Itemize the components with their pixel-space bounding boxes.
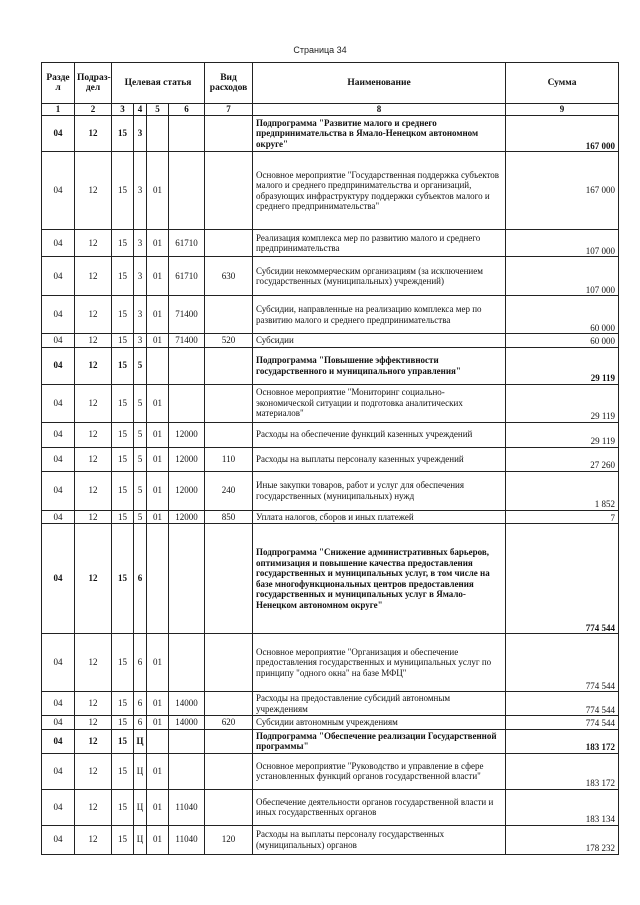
subprogram-code-cell: 3: [134, 257, 147, 296]
direction-code-cell: [169, 729, 205, 753]
expense-type-cell: [205, 524, 253, 634]
subsection-code-cell: 12: [75, 692, 112, 716]
program-code-cell: 15: [112, 524, 134, 634]
column-number-row: [42, 104, 619, 116]
sum-cell: 774 544: [506, 524, 619, 634]
subsection-code-cell: 12: [75, 347, 112, 384]
subsection-code-cell: 12: [75, 296, 112, 334]
expense-type-cell: 120: [205, 825, 253, 854]
subsection-code-cell: 12: [75, 447, 112, 471]
subprogram-code-cell: 6: [134, 716, 147, 730]
sum-cell: 107 000: [506, 230, 619, 257]
section-code-cell: 04: [42, 384, 75, 422]
direction-code-cell: [169, 116, 205, 152]
subsection-code-cell: 12: [75, 384, 112, 422]
table-row: [42, 729, 619, 753]
name-cell: Обеспечение деятельности органов государственной власти и иных государственных органов: [253, 789, 506, 825]
measure-code-cell: 01: [147, 510, 169, 524]
program-code-cell: 15: [112, 692, 134, 716]
direction-code-cell: 12000: [169, 422, 205, 447]
program-code-cell: 15: [112, 789, 134, 825]
table-row: [42, 152, 619, 230]
table-row: [42, 634, 619, 692]
sum-cell: 27 260: [506, 447, 619, 471]
subsection-code-cell: 12: [75, 524, 112, 634]
section-code-cell: 04: [42, 510, 75, 524]
measure-code-cell: 01: [147, 230, 169, 257]
direction-code-cell: 61710: [169, 230, 205, 257]
program-code-cell: 15: [112, 257, 134, 296]
subprogram-code-cell: 5: [134, 347, 147, 384]
table-row: [42, 447, 619, 471]
sum-cell: 167 000: [506, 116, 619, 152]
sum-cell: 183 172: [506, 729, 619, 753]
name-cell: Подпрограмма "Развитие малого и среднего предпринимательства в Ямало-Ненецком автономном округе": [253, 116, 506, 152]
table-row: [42, 789, 619, 825]
program-code-cell: 15: [112, 116, 134, 152]
sum-cell: 29 119: [506, 347, 619, 384]
subprogram-code-cell: 5: [134, 447, 147, 471]
sum-cell: 29 119: [506, 422, 619, 447]
section-code-cell: 04: [42, 789, 75, 825]
subprogram-code-cell: 5: [134, 510, 147, 524]
name-cell: Основное мероприятие "Руководство и управление в сфере установленных функций органов государственной власти": [253, 753, 506, 789]
sum-cell: 60 000: [506, 296, 619, 334]
table-body: [42, 116, 619, 855]
expense-type-cell: 520: [205, 334, 253, 348]
table-row: [42, 510, 619, 524]
column-number: 8: [253, 104, 506, 116]
table-row: [42, 347, 619, 384]
measure-code-cell: 01: [147, 471, 169, 510]
direction-code-cell: 12000: [169, 471, 205, 510]
subsection-code-cell: 12: [75, 510, 112, 524]
column-number: 6: [169, 104, 205, 116]
sum-cell: 774 544: [506, 634, 619, 692]
header-expense-type: Вид расходов: [205, 63, 253, 104]
subprogram-code-cell: Ц: [134, 753, 147, 789]
sum-cell: 107 000: [506, 257, 619, 296]
subprogram-code-cell: 3: [134, 152, 147, 230]
section-code-cell: 04: [42, 753, 75, 789]
subprogram-code-cell: 3: [134, 296, 147, 334]
program-code-cell: 15: [112, 347, 134, 384]
sum-cell: 29 119: [506, 384, 619, 422]
subsection-code-cell: 12: [75, 753, 112, 789]
page-label: Страница 34: [293, 45, 347, 55]
header-subsection: Подраз- дел: [75, 63, 112, 104]
table-row: [42, 230, 619, 257]
column-number: 5: [147, 104, 169, 116]
measure-code-cell: 01: [147, 334, 169, 348]
program-code-cell: 15: [112, 334, 134, 348]
expense-type-cell: [205, 729, 253, 753]
section-code-cell: 04: [42, 825, 75, 854]
section-code-cell: 04: [42, 347, 75, 384]
direction-code-cell: [169, 753, 205, 789]
direction-code-cell: 11040: [169, 825, 205, 854]
section-code-cell: 04: [42, 152, 75, 230]
subsection-code-cell: 12: [75, 230, 112, 257]
section-code-cell: 04: [42, 334, 75, 348]
program-code-cell: 15: [112, 716, 134, 730]
sum-cell: 183 134: [506, 789, 619, 825]
name-cell: Основное мероприятие "Государственная поддержка субъектов малого и среднего предпринимательства и организаций, образующих инфраструктуру поддержки субъектов малого и среднего предпринимательства": [253, 152, 506, 230]
direction-code-cell: 11040: [169, 789, 205, 825]
column-number: 1: [42, 104, 75, 116]
expense-type-cell: 240: [205, 471, 253, 510]
column-number: 7: [205, 104, 253, 116]
direction-code-cell: 61710: [169, 257, 205, 296]
program-code-cell: 15: [112, 384, 134, 422]
header-section: Разде л: [42, 63, 75, 104]
expense-type-cell: [205, 753, 253, 789]
measure-code-cell: [147, 116, 169, 152]
name-cell: Основное мероприятие "Организация и обеспечение предоставления государственных и муниципальных услуг по принципу "одного окна" на базе МФЦ": [253, 634, 506, 692]
subprogram-code-cell: Ц: [134, 789, 147, 825]
sum-cell: 178 232: [506, 825, 619, 854]
subsection-code-cell: 12: [75, 152, 112, 230]
measure-code-cell: 01: [147, 257, 169, 296]
measure-code-cell: 01: [147, 422, 169, 447]
direction-code-cell: [169, 152, 205, 230]
direction-code-cell: 71400: [169, 334, 205, 348]
column-number: 9: [506, 104, 619, 116]
sum-cell: 167 000: [506, 152, 619, 230]
name-cell: Расходы на выплаты персоналу казенных учреждений: [253, 447, 506, 471]
name-cell: Основное мероприятие "Мониторинг социально-экономической ситуации и подготовка аналитических материалов": [253, 384, 506, 422]
table-row: [42, 825, 619, 854]
header-target-article: Целевая статья: [112, 63, 205, 104]
measure-code-cell: [147, 524, 169, 634]
subprogram-code-cell: 5: [134, 384, 147, 422]
section-code-cell: 04: [42, 422, 75, 447]
measure-code-cell: 01: [147, 152, 169, 230]
sum-cell: 7: [506, 510, 619, 524]
program-code-cell: 15: [112, 634, 134, 692]
subprogram-code-cell: 3: [134, 230, 147, 257]
expense-type-cell: 620: [205, 716, 253, 730]
measure-code-cell: 01: [147, 825, 169, 854]
header-row: [42, 63, 619, 104]
expense-type-cell: [205, 384, 253, 422]
table-row: [42, 257, 619, 296]
direction-code-cell: 14000: [169, 692, 205, 716]
budget-table: [41, 62, 619, 855]
section-code-cell: 04: [42, 524, 75, 634]
subsection-code-cell: 12: [75, 116, 112, 152]
section-code-cell: 04: [42, 716, 75, 730]
direction-code-cell: [169, 524, 205, 634]
program-code-cell: 15: [112, 447, 134, 471]
measure-code-cell: 01: [147, 447, 169, 471]
expense-type-cell: 110: [205, 447, 253, 471]
measure-code-cell: 01: [147, 789, 169, 825]
section-code-cell: 04: [42, 230, 75, 257]
table-row: [42, 384, 619, 422]
subprogram-code-cell: 6: [134, 634, 147, 692]
subsection-code-cell: 12: [75, 334, 112, 348]
column-number: 3: [112, 104, 134, 116]
program-code-cell: 15: [112, 230, 134, 257]
table-row: [42, 296, 619, 334]
name-cell: Расходы на предоставление субсидий автономным учреждениям: [253, 692, 506, 716]
table-row: [42, 334, 619, 348]
subprogram-code-cell: 3: [134, 334, 147, 348]
sum-cell: 774 544: [506, 716, 619, 730]
program-code-cell: 15: [112, 729, 134, 753]
name-cell: Подпрограмма "Повышение эффективности государственного и муниципального управления": [253, 347, 506, 384]
subprogram-code-cell: 3: [134, 116, 147, 152]
table-row: [42, 422, 619, 447]
name-cell: Субсидии некоммерческим организациям (за исключением государственных (муниципальных) учреждений): [253, 257, 506, 296]
section-code-cell: 04: [42, 116, 75, 152]
table-row: [42, 716, 619, 730]
sum-cell: 1 852: [506, 471, 619, 510]
subprogram-code-cell: Ц: [134, 729, 147, 753]
column-number: 4: [134, 104, 147, 116]
subprogram-code-cell: 5: [134, 422, 147, 447]
measure-code-cell: 01: [147, 634, 169, 692]
name-cell: Расходы на выплаты персоналу государственных (муниципальных) органов: [253, 825, 506, 854]
expense-type-cell: [205, 634, 253, 692]
table-row: [42, 692, 619, 716]
section-code-cell: 04: [42, 634, 75, 692]
measure-code-cell: 01: [147, 692, 169, 716]
program-code-cell: 15: [112, 825, 134, 854]
name-cell: Иные закупки товаров, работ и услуг для обеспечения государственных (муниципальных) нужд: [253, 471, 506, 510]
direction-code-cell: 12000: [169, 510, 205, 524]
name-cell: Подпрограмма "Снижение административных барьеров, оптимизация и повышение качества предоставления государственных и муниципальных услуг, в том числе на базе многофункциональных центров предоставления государственных и муниципальных услуг в Ямало-Ненецком автономном округе": [253, 524, 506, 634]
measure-code-cell: 01: [147, 296, 169, 334]
subprogram-code-cell: 6: [134, 692, 147, 716]
name-cell: Субсидии, направленные на реализацию комплекса мер по развитию малого и среднего предпринимательства: [253, 296, 506, 334]
expense-type-cell: [205, 422, 253, 447]
column-number: 2: [75, 104, 112, 116]
direction-code-cell: [169, 634, 205, 692]
measure-code-cell: [147, 729, 169, 753]
sum-cell: 60 000: [506, 334, 619, 348]
subsection-code-cell: 12: [75, 716, 112, 730]
name-cell: Подпрограмма "Обеспечение реализации Государственной программы": [253, 729, 506, 753]
header-name: Наименование: [253, 63, 506, 104]
table-row: [42, 116, 619, 152]
measure-code-cell: 01: [147, 716, 169, 730]
direction-code-cell: [169, 347, 205, 384]
section-code-cell: 04: [42, 729, 75, 753]
program-code-cell: 15: [112, 510, 134, 524]
measure-code-cell: 01: [147, 384, 169, 422]
name-cell: Субсидии: [253, 334, 506, 348]
table-row: [42, 753, 619, 789]
table-row: [42, 524, 619, 634]
program-code-cell: 15: [112, 152, 134, 230]
table-row: [42, 471, 619, 510]
direction-code-cell: 12000: [169, 447, 205, 471]
name-cell: Уплата налогов, сборов и иных платежей: [253, 510, 506, 524]
direction-code-cell: [169, 384, 205, 422]
subprogram-code-cell: 5: [134, 471, 147, 510]
section-code-cell: 04: [42, 471, 75, 510]
name-cell: Расходы на обеспечение функций казенных учреждений: [253, 422, 506, 447]
expense-type-cell: [205, 116, 253, 152]
header-sum: Сумма: [506, 63, 619, 104]
program-code-cell: 15: [112, 753, 134, 789]
sum-cell: 774 544: [506, 692, 619, 716]
direction-code-cell: 71400: [169, 296, 205, 334]
name-cell: Субсидии автономным учреждениям: [253, 716, 506, 730]
section-code-cell: 04: [42, 447, 75, 471]
expense-type-cell: [205, 296, 253, 334]
sum-cell: 183 172: [506, 753, 619, 789]
name-cell: Реализация комплекса мер по развитию малого и среднего предпринимательства: [253, 230, 506, 257]
subsection-code-cell: 12: [75, 257, 112, 296]
subsection-code-cell: 12: [75, 634, 112, 692]
subsection-code-cell: 12: [75, 729, 112, 753]
expense-type-cell: [205, 347, 253, 384]
section-code-cell: 04: [42, 257, 75, 296]
expense-type-cell: [205, 789, 253, 825]
expense-type-cell: [205, 692, 253, 716]
section-code-cell: 04: [42, 296, 75, 334]
direction-code-cell: 14000: [169, 716, 205, 730]
expense-type-cell: 850: [205, 510, 253, 524]
measure-code-cell: [147, 347, 169, 384]
subsection-code-cell: 12: [75, 471, 112, 510]
program-code-cell: 15: [112, 422, 134, 447]
expense-type-cell: [205, 152, 253, 230]
subsection-code-cell: 12: [75, 789, 112, 825]
subprogram-code-cell: 6: [134, 524, 147, 634]
subprogram-code-cell: Ц: [134, 825, 147, 854]
expense-type-cell: [205, 230, 253, 257]
section-code-cell: 04: [42, 692, 75, 716]
subsection-code-cell: 12: [75, 422, 112, 447]
measure-code-cell: 01: [147, 753, 169, 789]
subsection-code-cell: 12: [75, 825, 112, 854]
expense-type-cell: 630: [205, 257, 253, 296]
program-code-cell: 15: [112, 471, 134, 510]
program-code-cell: 15: [112, 296, 134, 334]
